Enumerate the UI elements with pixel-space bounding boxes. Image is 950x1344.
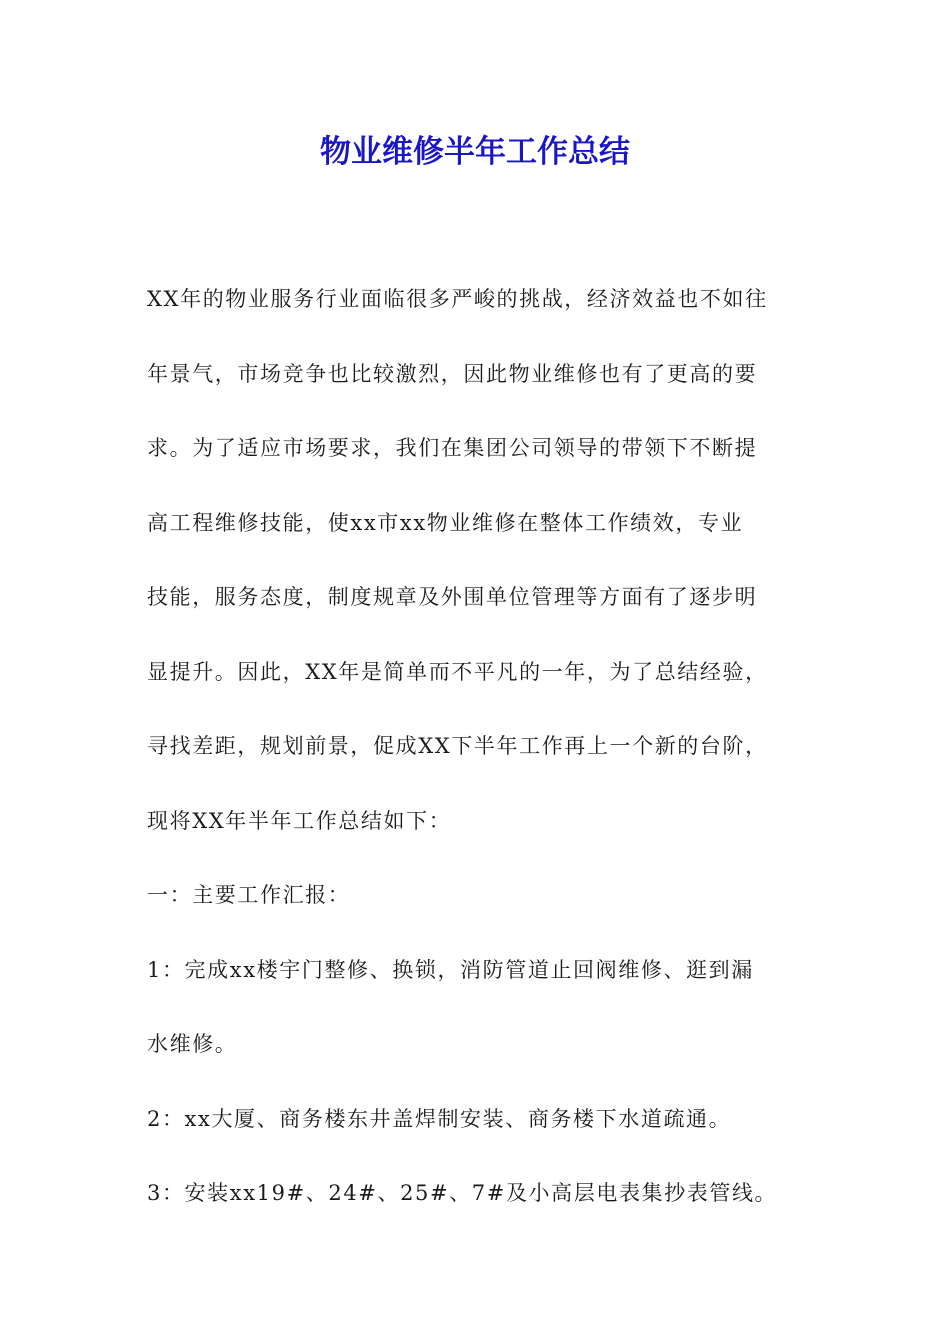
item-2: 2：xx大厦、商务楼东井盖焊制安装、商务楼下水道疏通。 — [147, 1106, 732, 1131]
document-title: 物业维修半年工作总结 — [320, 134, 630, 170]
intro-line-8: 现将XX年半年工作总结如下： — [147, 808, 452, 833]
intro-line-7: 寻找差距，规划前景，促成XX下半年工作再上一个新的台阶， — [147, 734, 768, 758]
item-1-line-1: 1：完成xx楼宇门整修、换锁，消防管道止回阀维修、逛到漏 — [147, 957, 754, 982]
item-3: 3：安装xx19#、24#、25#、7#及小高层电表集抄表管线。 — [147, 1181, 778, 1205]
intro-line-6: 显提升。因此，XX年是简单而不平凡的一年，为了总结经验， — [147, 659, 768, 684]
item-1-line-2: 水维修。 — [147, 1032, 238, 1056]
intro-line-3: 求。为了适应市场要求，我们在集团公司领导的带领下不断提 — [147, 436, 758, 460]
intro-line-1: XX年的物业服务行业面临很多严峻的挑战，经济效益也不如往 — [147, 287, 768, 311]
intro-line-4: 高工程维修技能，使xx市xx物业维修在整体工作绩效，专业 — [147, 510, 744, 535]
section-heading: 一：主要工作汇报： — [147, 883, 351, 907]
document-body — [147, 262, 807, 1231]
intro-line-2: 年景气，市场竞争也比较激烈，因此物业维修也有了更高的要 — [147, 361, 758, 386]
intro-line-5: 技能，服务态度，制度规章及外围单位管理等方面有了逐步明 — [147, 585, 758, 609]
